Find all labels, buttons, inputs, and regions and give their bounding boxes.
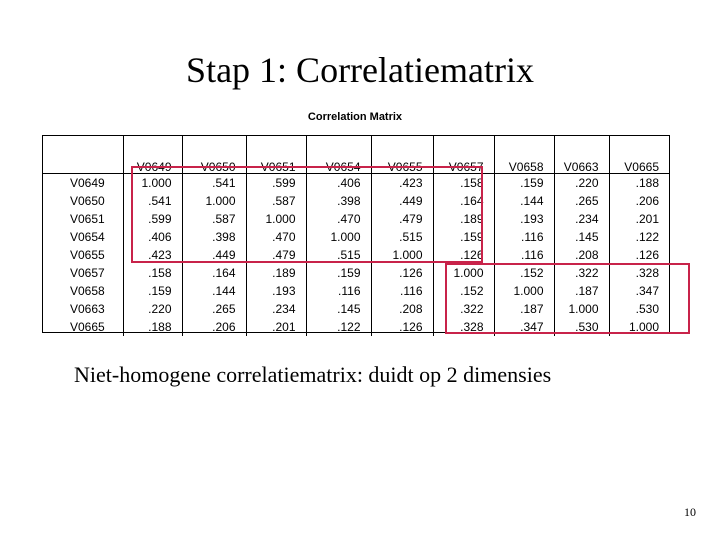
correlation-cell: .599 xyxy=(123,210,182,228)
column-header xyxy=(609,136,669,174)
row-label: V0651 xyxy=(43,210,123,228)
column-header xyxy=(494,136,554,174)
correlation-cell: .126 xyxy=(635,248,659,262)
column-header-label: V0658 xyxy=(508,161,544,173)
correlation-cell: .530 xyxy=(635,302,659,316)
correlation-cell: .541 xyxy=(123,192,182,210)
page-number: 10 xyxy=(684,505,696,519)
correlation-cell: .220 xyxy=(554,174,609,193)
correlation-cell: .515 xyxy=(306,246,371,264)
correlation-cell: .406 xyxy=(123,228,182,246)
correlation-cell: .144 xyxy=(494,192,554,210)
slide-caption: Niet-homogene correlatiematrix: duidt op 2 dimensies xyxy=(74,362,552,387)
correlation-cell: .145 xyxy=(306,300,371,318)
correlation-cell: .126 xyxy=(371,264,433,282)
correlation-cell: .479 xyxy=(371,210,433,228)
correlation-cell: .152 xyxy=(494,264,554,282)
correlation-cell: .398 xyxy=(182,228,246,246)
correlation-cell: .599 xyxy=(246,174,306,193)
correlation-cell: .126 xyxy=(371,318,433,336)
correlation-cell: 1.000 xyxy=(371,246,433,264)
correlation-cell: .322 xyxy=(433,300,494,318)
correlation-cell: .530 xyxy=(554,318,609,336)
column-header-label: V0649 xyxy=(136,161,172,173)
row-label: V0665 xyxy=(43,318,123,336)
row-label: V0658 xyxy=(43,282,123,300)
correlation-cell: .116 xyxy=(494,228,554,246)
correlation-cell: .164 xyxy=(433,192,494,210)
correlation-cell: .587 xyxy=(246,192,306,210)
correlation-cell: .159 xyxy=(306,264,371,282)
correlation-cell: .188 xyxy=(635,176,659,190)
correlation-cell: .189 xyxy=(246,264,306,282)
correlation-cell: .159 xyxy=(494,174,554,193)
correlation-cell: .234 xyxy=(554,210,609,228)
correlation-cell: .265 xyxy=(554,192,609,210)
correlation-cell: 1.000 xyxy=(433,264,494,282)
correlation-cell: .188 xyxy=(123,318,182,336)
correlation-cell: .116 xyxy=(494,246,554,264)
table-row xyxy=(43,210,669,228)
correlation-cell: .208 xyxy=(371,300,433,318)
correlation-cell: .187 xyxy=(554,282,609,300)
column-header-label: V0663 xyxy=(563,161,599,173)
correlation-cell: .587 xyxy=(182,210,246,228)
column-header xyxy=(306,136,371,174)
correlation-cell: .187 xyxy=(494,300,554,318)
correlation-cell: .189 xyxy=(433,210,494,228)
correlation-cell: .541 xyxy=(182,174,246,193)
correlation-cell: .322 xyxy=(554,264,609,282)
correlation-cell: .145 xyxy=(554,228,609,246)
correlation-cell: 1.000 xyxy=(246,210,306,228)
column-header-label: V0654 xyxy=(325,161,361,173)
correlation-cell: .116 xyxy=(306,282,371,300)
correlation-cell: .158 xyxy=(123,264,182,282)
correlation-cell: .265 xyxy=(182,300,246,318)
correlation-cell: 1.000 xyxy=(628,320,659,334)
column-header xyxy=(554,136,609,174)
correlation-cell: .423 xyxy=(371,174,433,193)
correlation-cell: .126 xyxy=(433,246,494,264)
correlation-cell: .201 xyxy=(246,318,306,336)
column-header-label: V0657 xyxy=(448,161,484,173)
correlation-cell: .193 xyxy=(494,210,554,228)
column-header xyxy=(123,136,182,174)
correlation-cell: .122 xyxy=(635,230,659,244)
table-row xyxy=(43,192,669,210)
correlation-cell: 1.000 xyxy=(494,282,554,300)
correlation-cell: .423 xyxy=(123,246,182,264)
row-label: V0663 xyxy=(43,300,123,318)
correlation-cell: .193 xyxy=(246,282,306,300)
slide-title: Stap 1: Correlatiematrix xyxy=(186,50,534,90)
correlation-cell: .158 xyxy=(433,174,494,193)
correlation-cell: 1.000 xyxy=(306,228,371,246)
correlation-cell: .347 xyxy=(494,318,554,336)
correlation-cell: .470 xyxy=(246,228,306,246)
correlation-cell: .328 xyxy=(433,318,494,336)
correlation-cell: .144 xyxy=(182,282,246,300)
row-label: V0649 xyxy=(43,174,123,193)
header-row xyxy=(43,136,669,174)
correlation-cell: .116 xyxy=(371,282,433,300)
row-label: V0654 xyxy=(43,228,123,246)
corner-cell xyxy=(43,136,123,174)
table-row xyxy=(43,246,669,264)
correlation-cell: .398 xyxy=(306,192,371,210)
table-row xyxy=(43,264,669,282)
correlation-cell: .515 xyxy=(371,228,433,246)
correlation-cell: .470 xyxy=(306,210,371,228)
correlation-cell: .479 xyxy=(246,246,306,264)
column-header xyxy=(433,136,494,174)
correlation-cell: .206 xyxy=(635,194,659,208)
column-header-label: V0651 xyxy=(260,161,296,173)
correlation-matrix-table xyxy=(42,135,670,333)
correlation-cell: .449 xyxy=(182,246,246,264)
correlation-cell: .208 xyxy=(554,246,609,264)
matrix-grid xyxy=(43,136,669,336)
correlation-cell: .201 xyxy=(635,212,659,226)
correlation-cell: .164 xyxy=(182,264,246,282)
column-header-label: V0650 xyxy=(200,161,236,173)
table-row xyxy=(43,174,669,193)
correlation-cell: .234 xyxy=(246,300,306,318)
correlation-cell: .159 xyxy=(433,228,494,246)
correlation-cell: 1.000 xyxy=(554,300,609,318)
column-header xyxy=(182,136,246,174)
correlation-cell: .449 xyxy=(371,192,433,210)
column-header-label: V0655 xyxy=(387,161,423,173)
correlation-cell: .347 xyxy=(635,284,659,298)
column-header xyxy=(246,136,306,174)
table-row xyxy=(43,282,669,300)
table-title: Correlation Matrix xyxy=(307,111,403,123)
column-header xyxy=(371,136,433,174)
correlation-cell: .206 xyxy=(182,318,246,336)
row-label: V0655 xyxy=(43,246,123,264)
correlation-cell: 1.000 xyxy=(123,174,182,193)
table-row xyxy=(43,228,669,246)
correlation-cell: .406 xyxy=(306,174,371,193)
table-row xyxy=(43,318,669,336)
column-header-label: V0665 xyxy=(624,161,659,173)
correlation-cell: .159 xyxy=(123,282,182,300)
correlation-cell: 1.000 xyxy=(182,192,246,210)
correlation-cell: .220 xyxy=(123,300,182,318)
table-row xyxy=(43,300,669,318)
row-label: V0657 xyxy=(43,264,123,282)
correlation-cell: .122 xyxy=(306,318,371,336)
correlation-cell: .152 xyxy=(433,282,494,300)
row-label: V0650 xyxy=(43,192,123,210)
correlation-cell: .328 xyxy=(635,266,659,280)
